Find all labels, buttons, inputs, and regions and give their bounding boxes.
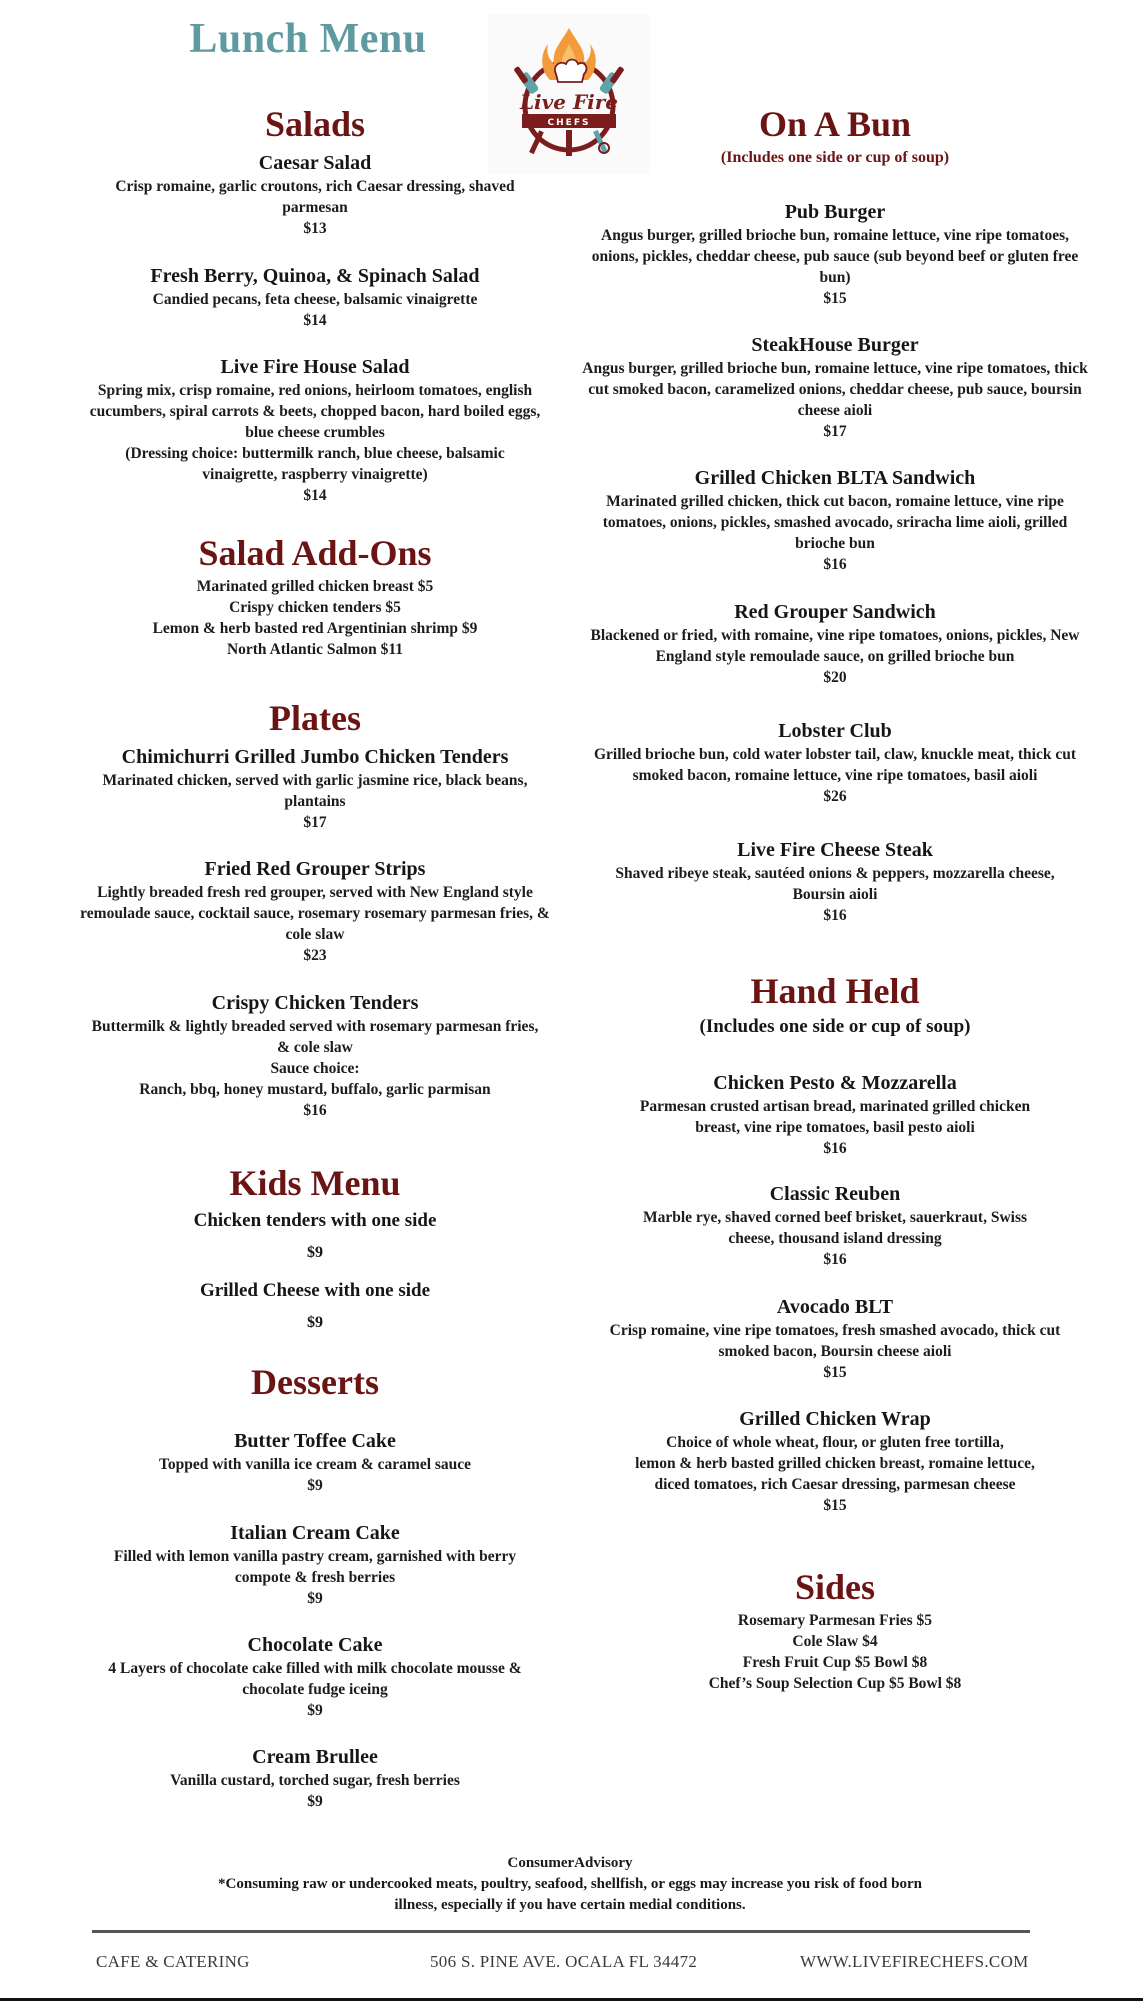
section-hand-held — [578, 970, 1092, 1040]
item-price: $26 — [823, 788, 847, 805]
section-heading: Plates — [269, 698, 361, 738]
item-description: Angus burger, grilled brioche bun, romaine lettuce, vine ripe tomatoes, onions, pickles, cheddar cheese, pub sauce (sub beyond beef or gluten free bun) — [591, 227, 1079, 286]
item-description: Topped with vanilla ice cream & caramel sauce — [158, 1456, 472, 1473]
side-item: Chef’s Soup Selection Cup $5 Bowl $8 — [708, 1675, 962, 1692]
item-price: $13 — [303, 220, 327, 237]
item-name: SteakHouse Burger — [751, 334, 919, 356]
item-price: $15 — [823, 290, 847, 307]
side-item: Rosemary Parmesan Fries $5 — [737, 1612, 933, 1629]
section-plates — [70, 697, 560, 739]
page-title: Lunch Menu — [189, 16, 427, 62]
item-description: Blackened or fried, with romaine, vine ripe tomatoes, onions, pickles, New England style remoulade sauce, on grilled brioche bun — [590, 627, 1080, 665]
item-name: Chimichurri Grilled Jumbo Chicken Tenders — [121, 746, 509, 768]
item-description: Crisp romaine, garlic croutons, rich Caesar dressing, shaved parmesan — [115, 178, 515, 216]
item-description: Marble rye, shaved corned beef brisket, sauerkraut, Swiss cheese, thousand island dressing — [642, 1209, 1028, 1247]
footer-address: 506 S. PINE AVE. OCALA FL 34472 — [430, 1952, 698, 1971]
item-name: Lobster Club — [778, 720, 892, 742]
item-price: $16 — [823, 556, 847, 573]
menu-item — [578, 599, 1092, 688]
item-description: Crisp romaine, vine ripe tomatoes, fresh smashed avocado, thick cut smoked bacon, Boursin cheese aioli — [609, 1322, 1061, 1360]
menu-item — [70, 990, 560, 1121]
item-name: Butter Toffee Cake — [234, 1430, 396, 1452]
item-name: Fresh Berry, Quinoa, & Spinach Salad — [150, 265, 480, 287]
item-name: Pub Burger — [784, 201, 886, 223]
menu-item — [70, 744, 560, 833]
addon-item: Lemon & herb basted red Argentinian shrimp $9 — [152, 620, 478, 637]
menu-item — [70, 1208, 560, 1264]
item-name: Classic Reuben — [769, 1183, 901, 1205]
menu-item — [70, 1278, 560, 1334]
menu-item — [578, 1406, 1092, 1516]
item-name: Cream Brullee — [252, 1746, 378, 1768]
svg-text:Live Fire: Live Fire — [519, 90, 619, 114]
section-heading: On A Bun — [758, 104, 912, 144]
item-name: Crispy Chicken Tenders — [211, 992, 419, 1014]
menu-item — [70, 150, 560, 239]
footer-divider — [92, 1930, 1030, 1933]
item-description: Grilled brioche bun, cold water lobster tail, claw, knuckle meat, thick cut smoked bacon, romaine lettuce, vine ripe tomatoes, basil aioli — [593, 746, 1077, 784]
menu-item — [70, 1632, 560, 1721]
item-name: Grilled Chicken Wrap — [739, 1408, 931, 1430]
section-kids-menu — [70, 1162, 560, 1204]
item-price: $14 — [303, 312, 327, 329]
section-salad-addons — [70, 532, 560, 660]
item-price: $9 — [307, 1702, 323, 1719]
menu-item — [70, 1744, 560, 1812]
item-description: Candied pecans, feta cheese, balsamic vinaigrette — [152, 291, 478, 308]
item-price: $14 — [303, 487, 327, 504]
item-price: $15 — [823, 1497, 847, 1514]
item-price: $9 — [307, 1244, 323, 1261]
side-item: Fresh Fruit Cup $5 Bowl $8 — [742, 1654, 928, 1671]
footer-tagline: CAFE & CATERING — [96, 1952, 250, 1971]
svg-text:CHEFS: CHEFS — [547, 118, 591, 128]
menu-item — [578, 465, 1092, 575]
menu-item — [70, 1428, 560, 1496]
item-description: Marinated grilled chicken, thick cut bacon, romaine lettuce, vine ripe tomatoes, onions, pickles, smashed avocado, sriracha lime aioli, grilled brioche bun — [602, 493, 1068, 552]
section-heading: Salads — [264, 104, 366, 144]
item-price: $9 — [307, 1590, 323, 1607]
advisory-text-line1: *Consuming raw or undercooked meats, poultry, seafood, shellfish, or eggs may increase you risk of food born — [218, 1876, 922, 1892]
item-name: Italian Cream Cake — [230, 1522, 400, 1544]
section-subheading: (Includes one side or cup of soup) — [720, 149, 950, 166]
item-name: Red Grouper Sandwich — [734, 601, 936, 623]
item-description: Angus burger, grilled brioche bun, romaine lettuce, vine ripe tomatoes, thick cut smoked bacon, caramelized onions, cheddar cheese, pub sauce, boursin cheese aioli — [582, 360, 1088, 419]
item-note: Sauce choice: — [270, 1060, 360, 1077]
item-description: Shaved ribeye steak, sautéed onions & peppers, mozzarella cheese, Boursin aioli — [615, 865, 1055, 903]
item-price: $9 — [307, 1314, 323, 1331]
menu-item — [70, 856, 560, 966]
menu-item — [70, 263, 560, 331]
section-heading: Sides — [794, 1567, 876, 1607]
footer-website[interactable]: WWW.LIVEFIRECHEFS.COM — [800, 1952, 1029, 1971]
item-description: Spring mix, crisp romaine, red onions, heirloom tomatoes, english cucumbers, spiral carrots & beets, chopped bacon, hard boiled eggs, blue cheese crumbles — [89, 382, 541, 441]
item-description: lemon & herb basted grilled chicken breast, romaine lettuce, — [635, 1455, 1035, 1472]
menu-item — [578, 1294, 1092, 1383]
section-desserts — [70, 1361, 560, 1403]
item-price: $9 — [307, 1793, 323, 1810]
item-description: Parmesan crusted artisan bread, marinated grilled chicken breast, vine ripe tomatoes, basil pesto aioli — [639, 1098, 1031, 1136]
section-on-a-bun — [578, 103, 1092, 169]
side-item: Cole Slaw $4 — [792, 1633, 878, 1650]
menu-item — [578, 1070, 1092, 1159]
section-salads — [70, 103, 560, 145]
item-description: Lightly breaded fresh red grouper, served with New England style remoulade sauce, cocktail sauce, rosemary rosemary parmesan fries, & cole slaw — [80, 884, 550, 943]
addon-item: Crispy chicken tenders $5 — [229, 599, 401, 616]
item-price: $15 — [823, 1364, 847, 1381]
item-price: $9 — [307, 1477, 323, 1494]
section-sides — [578, 1566, 1092, 1694]
item-price: $17 — [303, 814, 327, 831]
section-heading: Desserts — [251, 1362, 379, 1402]
menu-item — [578, 332, 1092, 442]
item-name: Grilled Cheese with one side — [199, 1280, 431, 1301]
item-price: $16 — [303, 1102, 327, 1119]
item-description: diced tomatoes, rich Caesar dressing, parmesan cheese — [654, 1476, 1016, 1493]
item-name: Chocolate Cake — [247, 1634, 383, 1656]
item-name: Chicken Pesto & Mozzarella — [713, 1072, 957, 1094]
item-price: $20 — [823, 669, 847, 686]
menu-item — [578, 199, 1092, 309]
item-description: Buttermilk & lightly breaded served with rosemary parmesan fries, & cole slaw — [91, 1018, 539, 1056]
item-price: $23 — [303, 947, 327, 964]
section-subheading: (Includes one side or cup of soup) — [699, 1016, 971, 1037]
item-name: Avocado BLT — [776, 1296, 894, 1318]
menu-item — [70, 354, 560, 506]
item-description: Marinated chicken, served with garlic jasmine rice, black beans, plantains — [102, 772, 528, 810]
item-name: Live Fire Cheese Steak — [737, 839, 933, 861]
item-price: $16 — [823, 1140, 847, 1157]
addon-item: North Atlantic Salmon $11 — [226, 641, 404, 658]
item-description: 4 Layers of chocolate cake filled with milk chocolate mousse & chocolate fudge iceing — [108, 1660, 522, 1698]
consumer-advisory — [140, 1853, 1000, 1916]
item-name: Live Fire House Salad — [220, 356, 410, 378]
item-note: (Dressing choice: buttermilk ranch, blue cheese, balsamic vinaigrette, raspberry vinaigrette) — [125, 445, 505, 483]
menu-item — [70, 1520, 560, 1609]
item-name: Caesar Salad — [258, 152, 372, 174]
section-heading: Hand Held — [750, 971, 920, 1011]
item-name: Chicken tenders with one side — [193, 1210, 437, 1231]
section-heading: Salad Add-Ons — [198, 533, 432, 573]
menu-item — [578, 718, 1092, 807]
menu-item — [578, 837, 1092, 926]
item-name: Fried Red Grouper Strips — [204, 858, 426, 880]
item-description: Choice of whole wheat, flour, or gluten free tortilla, — [666, 1434, 1004, 1451]
item-price: $17 — [823, 423, 847, 440]
item-description: Vanilla custard, torched sugar, fresh berries — [170, 1772, 460, 1789]
advisory-title: ConsumerAdvisory — [507, 1855, 633, 1871]
item-price: $16 — [823, 907, 847, 924]
addon-item: Marinated grilled chicken breast $5 — [196, 578, 434, 595]
menu-item — [578, 1181, 1092, 1270]
section-heading: Kids Menu — [229, 1163, 401, 1203]
item-note: Ranch, bbq, honey mustard, buffalo, garlic parmisan — [139, 1081, 491, 1098]
item-description: Filled with lemon vanilla pastry cream, garnished with berry compote & fresh berries — [113, 1548, 517, 1586]
advisory-text-line2: illness, especially if you have certain medial conditions. — [394, 1897, 746, 1913]
item-name: Grilled Chicken BLTA Sandwich — [694, 467, 976, 489]
item-price: $16 — [823, 1251, 847, 1268]
